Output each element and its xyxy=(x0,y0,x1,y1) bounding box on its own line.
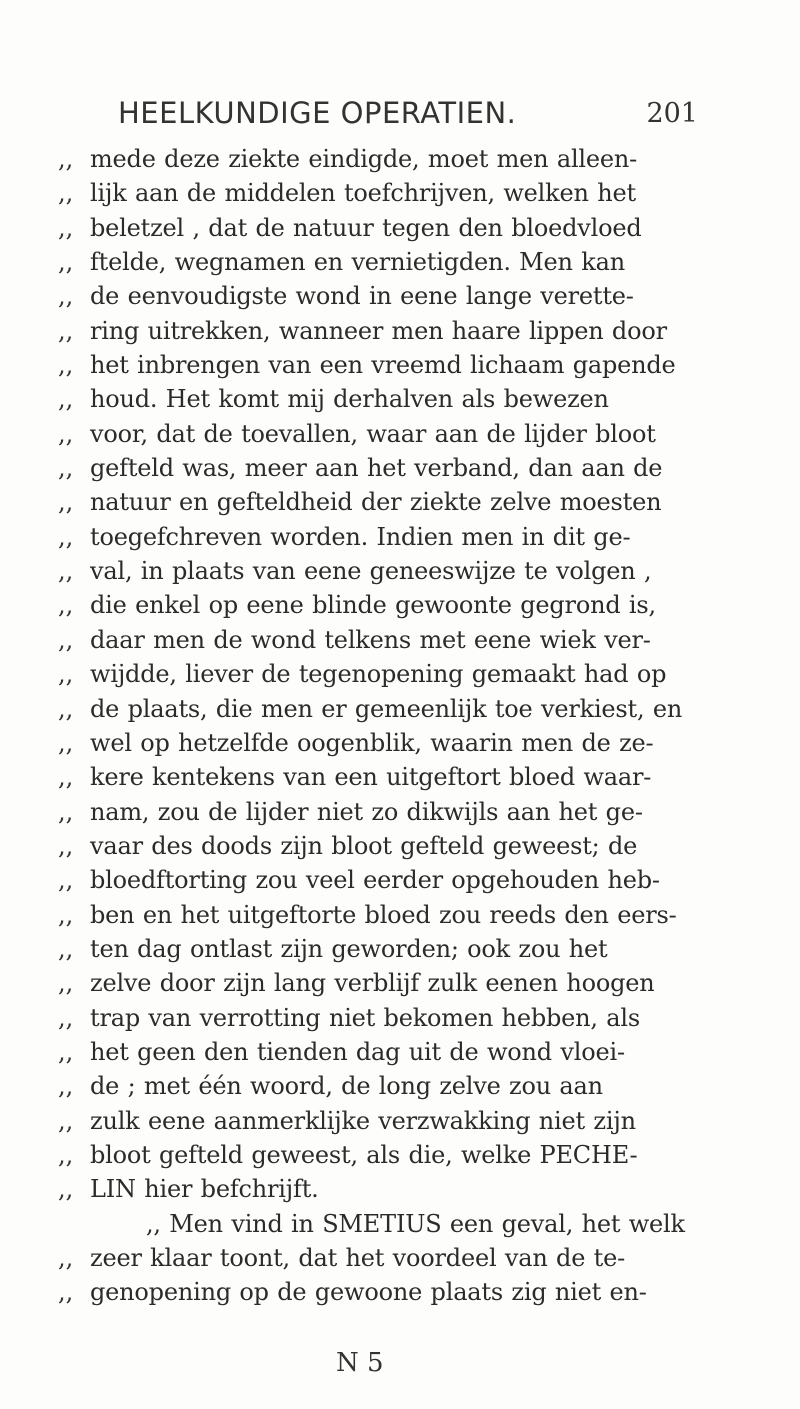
line-text: mede deze ziekte eindigde, moet men alleen- xyxy=(90,145,638,173)
line-text: ben en het uitgeftorte bloed zou reeds den eers- xyxy=(90,900,677,929)
quotation-mark: ,, xyxy=(58,282,74,311)
text-line xyxy=(58,795,718,829)
text-line xyxy=(58,176,718,210)
quotation-mark: ,, xyxy=(58,797,74,826)
text-line xyxy=(58,932,718,966)
line-text: die enkel op eene blinde gewoonte gegrond is, xyxy=(90,591,656,620)
line-text: val, in plaats van eene geneeswijze te volgen , xyxy=(90,557,652,586)
line-text: wijdde, liever de tegenopening gemaakt had op xyxy=(90,660,667,689)
quotation-mark: ,, xyxy=(58,866,74,895)
running-head: HEELKUNDIGE OPERATIEN. xyxy=(118,96,517,130)
line-text: bloot gefteld geweest, als die, welke PECHE- xyxy=(90,1140,638,1169)
text-line xyxy=(58,1138,718,1172)
page-number: 201 xyxy=(646,98,698,129)
text-line xyxy=(58,1035,718,1069)
line-text: zelve door zijn lang verblijf zulk eenen hoogen xyxy=(90,969,655,998)
line-text: lijk aan de middelen toefchrijven, welken het xyxy=(90,179,636,208)
text-line xyxy=(58,760,718,794)
text-line xyxy=(58,623,718,657)
quotation-mark: ,, xyxy=(58,1106,74,1135)
signature-mark: N 5 xyxy=(336,1348,384,1378)
line-text: ten dag ontlast zijn geworden; ook zou het xyxy=(90,934,608,963)
quotation-mark: ,, xyxy=(58,145,74,173)
quotation-mark: ,, xyxy=(58,969,74,998)
quotation-mark: ,, xyxy=(58,522,74,551)
text-line xyxy=(58,245,718,279)
quotation-mark: ,, xyxy=(58,831,74,860)
quotation-mark: ,, xyxy=(58,1278,74,1307)
quotation-mark: ,, xyxy=(58,1175,74,1204)
line-text: bloedftorting zou veel eerder opgehouden heb- xyxy=(90,866,660,895)
line-text: het inbrengen van een vreemd lichaam gapende xyxy=(90,351,676,380)
quotation-mark: ,, xyxy=(58,934,74,963)
line-text: kere kentekens van een uitgeftort bloed waar- xyxy=(90,763,652,792)
line-text: genopening op de gewoone plaats zig niet en- xyxy=(90,1278,647,1307)
quotation-mark: ,, xyxy=(58,763,74,792)
text-line xyxy=(58,279,718,313)
text-line xyxy=(58,451,718,485)
quotation-mark: ,, xyxy=(58,557,74,586)
quotation-mark: ,, xyxy=(58,1244,74,1272)
quotation-mark: ,, xyxy=(58,351,74,380)
text-line xyxy=(58,1069,718,1103)
text-line xyxy=(58,142,718,176)
line-text: de plaats, die men er gemeenlijk toe verkiest, en xyxy=(90,694,683,723)
quotation-mark: ,, xyxy=(58,419,74,448)
text-line xyxy=(58,1207,718,1241)
text-line xyxy=(58,898,718,932)
line-text: trap van verrotting niet bekomen hebben, als xyxy=(90,1003,640,1032)
quotation-mark: ,, xyxy=(58,728,74,757)
line-text: ,, Men vind in SMETIUS een geval, het welk xyxy=(146,1209,685,1238)
quotation-mark: ,, xyxy=(58,660,74,689)
quotation-mark: ,, xyxy=(58,1003,74,1032)
quotation-mark: ,, xyxy=(58,591,74,620)
text-line xyxy=(58,382,718,416)
text-line xyxy=(58,966,718,1000)
text-line xyxy=(58,348,718,382)
text-line xyxy=(58,1001,718,1035)
text-line xyxy=(58,863,718,897)
text-line xyxy=(58,211,718,245)
line-text: de ; met één woord, de long zelve zou aan xyxy=(90,1072,603,1101)
quotation-mark: ,, xyxy=(58,488,74,517)
quotation-mark: ,, xyxy=(58,900,74,929)
text-line xyxy=(58,726,718,760)
line-text: natuur en gefteldheid der ziekte zelve moesten xyxy=(90,488,662,517)
text-line xyxy=(58,829,718,863)
line-text: beletzel , dat de natuur tegen den bloedvloed xyxy=(90,213,642,242)
line-text: voor, dat de toevallen, waar aan de lijder bloot xyxy=(90,419,656,448)
line-text: zulk eene aanmerklijke verzwakking niet zijn xyxy=(90,1106,636,1135)
quotation-mark: ,, xyxy=(58,1072,74,1101)
line-text: gefteld was, meer aan het verband, dan aan de xyxy=(90,454,663,483)
line-text: toegefchreven worden. Indien men in dit ge- xyxy=(90,522,631,551)
line-text: ftelde, wegnamen en vernietigden. Men kan xyxy=(90,248,625,277)
quotation-mark: ,, xyxy=(58,1037,74,1066)
text-line xyxy=(58,692,718,726)
quotation-mark: ,, xyxy=(58,625,74,654)
line-text: het geen den tienden dag uit de wond vloei- xyxy=(90,1037,625,1066)
text-line xyxy=(58,520,718,554)
quotation-mark: ,, xyxy=(58,213,74,242)
text-line xyxy=(58,417,718,451)
line-text: wel op hetzelfde oogenblik, waarin men de ze- xyxy=(90,728,654,757)
text-line xyxy=(58,485,718,519)
line-text: vaar des doods zijn bloot gefteld geweest; de xyxy=(90,831,638,860)
quotation-mark: ,, xyxy=(58,316,74,345)
quotation-mark: ,, xyxy=(58,694,74,723)
text-line xyxy=(58,588,718,622)
text-line xyxy=(58,1275,718,1309)
line-text: houd. Het komt mij derhalven als bewezen xyxy=(90,385,609,414)
text-line xyxy=(58,1172,718,1206)
text-line xyxy=(58,314,718,348)
line-text: zeer klaar toont, dat het voordeel van de te- xyxy=(90,1244,625,1272)
page-header xyxy=(118,96,698,136)
line-text: de eenvoudigste wond in eene lange verette- xyxy=(90,282,634,311)
text-line xyxy=(58,1104,718,1138)
quotation-mark: ,, xyxy=(58,248,74,277)
quotation-mark: ,, xyxy=(58,179,74,208)
line-text: nam, zou de lijder niet zo dikwijls aan het ge- xyxy=(90,797,643,826)
quotation-mark: ,, xyxy=(58,454,74,483)
body-text xyxy=(58,142,718,1310)
line-text: ring uitrekken, wanneer men haare lippen door xyxy=(90,316,667,345)
quotation-mark: ,, xyxy=(58,385,74,414)
text-line xyxy=(58,657,718,691)
text-line xyxy=(58,1241,718,1275)
line-text: LIN hier befchrijft. xyxy=(90,1175,319,1204)
line-text: daar men de wond telkens met eene wiek ver- xyxy=(90,625,651,654)
quotation-mark: ,, xyxy=(58,1140,74,1169)
text-line xyxy=(58,554,718,588)
